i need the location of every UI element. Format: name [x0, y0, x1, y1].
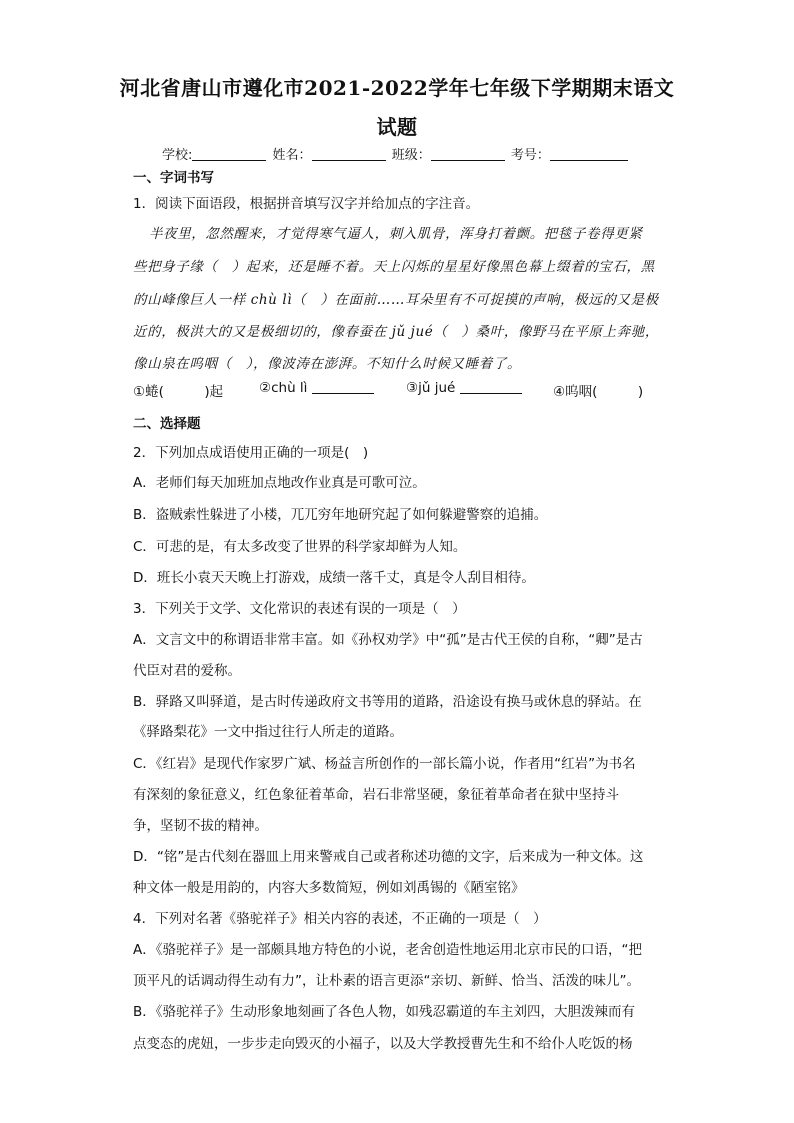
- option-line: 代臣对君的爱称。: [133, 663, 241, 679]
- class-label: 班级：: [391, 148, 431, 163]
- option-line: C．《红岩》是现代作家罗广斌、杨益言所创作的一部长篇小说，作者用“红岩”为书名: [133, 756, 636, 772]
- answer-1: ①蜷( )起: [133, 384, 224, 400]
- option-line: C．可悲的是，有太多改变了世界的科学家却鲜为人知。: [133, 539, 467, 555]
- passage-line: 半夜里，忽然醒来，才觉得寒气逼人，刺入肌骨，浑身打着颤。把毯子卷得更紧: [149, 226, 643, 242]
- page-title-continued: 试题: [376, 115, 418, 139]
- question-line: 2．下列加点成语使用正确的一项是( ): [133, 445, 369, 461]
- school-label: 学校:: [162, 148, 193, 163]
- option-line: 种文体一般是用韵的，内容大多数简短，例如刘禹锡的《陋室铭》: [133, 880, 525, 896]
- answer-2: [259, 380, 374, 396]
- answer-2-label: ②chù lì: [259, 380, 308, 396]
- exam-number-blank: [550, 148, 628, 161]
- option-line: 有深刻的象征意义，红色象征着革命，岩石非常坚硬，象征着革命者在狱中坚持斗: [133, 787, 619, 803]
- answer-3-label: ③jǔ jué: [406, 380, 456, 396]
- answer-2-blank: [312, 381, 374, 394]
- option-line: A．《骆驼祥子》是一部颇具地方特色的小说，老舍创造性地运用北京市民的口语，“把: [133, 942, 642, 958]
- school-blank: [192, 148, 266, 161]
- section-heading: 二、选择题: [133, 416, 201, 432]
- page-title: 河北省唐山市遵化市2021-2022学年七年级下学期期末语文: [119, 76, 675, 100]
- passage-line: 近的，极洪大的又是极细切的，像春蚕在 jǔ jué（ ）桑叶，像野马在平原上奔驰，: [133, 324, 659, 340]
- name-label: 姓名：: [272, 148, 312, 163]
- answer-4: ④呜咽( ): [553, 384, 644, 400]
- option-line: B．驿路又叫驿道，是古时传递政府文书等用的道路，沿途设有换马或休息的驿站。在: [133, 694, 642, 710]
- option-line: B．盗贼索性躲进了小楼，兀兀穷年地研究起了如何躲避警察的追捕。: [133, 507, 548, 523]
- passage-line: 的山峰像巨人一样 chù lì（ ）在面前……耳朵里有不可捉摸的声响，极远的又是极: [133, 292, 659, 308]
- class-blank: [431, 148, 505, 161]
- section-heading: 一、字词书写: [133, 170, 214, 186]
- exam-number-label: 考号：: [510, 148, 550, 163]
- option-line: 争，坚韧不拔的精神。: [133, 818, 268, 834]
- passage-line: 像山泉在呜咽（ ），像波涛在澎湃。不知什么时候又睡着了。: [133, 356, 522, 372]
- student-info-row: [162, 144, 628, 163]
- answer-3-blank: [460, 381, 522, 394]
- question-line: 3．下列关于文学、文化常识的表述有误的一项是（ ）: [133, 601, 466, 617]
- option-line: A．老师们每天加班加点地改作业真是可歌可泣。: [133, 475, 426, 491]
- option-line: B．《骆驼祥子》生动形象地刻画了各色人物，如残忍霸道的车主刘四，大胆泼辣而有: [133, 1004, 636, 1020]
- question-1: 1．阅读下面语段，根据拼音填写汉字并给加点的字注音。: [133, 196, 480, 212]
- option-line: A．文言文中的称谓语非常丰富。如《孙权劝学》中“孤”是古代王侯的自称，“卿”是古: [133, 632, 643, 648]
- question-line: 4．下列对名著《骆驼祥子》相关内容的表述，不正确的一项是（ ）: [133, 911, 547, 927]
- name-blank: [312, 148, 386, 161]
- option-line: 点变态的虎妞，一步步走向毁灭的小福子，以及大学教授曹先生和不给仆人吃饭的杨: [133, 1036, 633, 1052]
- option-line: D．“铭”是古代刻在器皿上用来警戒自己或者称述功德的文字，后来成为一种文体。这: [133, 849, 644, 865]
- option-line: 顶平凡的话调动得生动有力”，让朴素的语言更添“亲切、新鲜、恰当、活泼的味儿”。: [133, 973, 640, 989]
- passage-line: 些把身子缘（ ）起来，还是睡不着。天上闪烁的星星好像黑色幕上缀着的宝石，黑: [133, 259, 655, 275]
- answer-3: [406, 380, 522, 396]
- option-line: D．班长小袁天天晚上打游戏，成绩一落千丈，真是令人刮目相待。: [133, 570, 535, 586]
- option-line: 《驿路梨花》一文中指过往行人所走的道路。: [133, 724, 403, 740]
